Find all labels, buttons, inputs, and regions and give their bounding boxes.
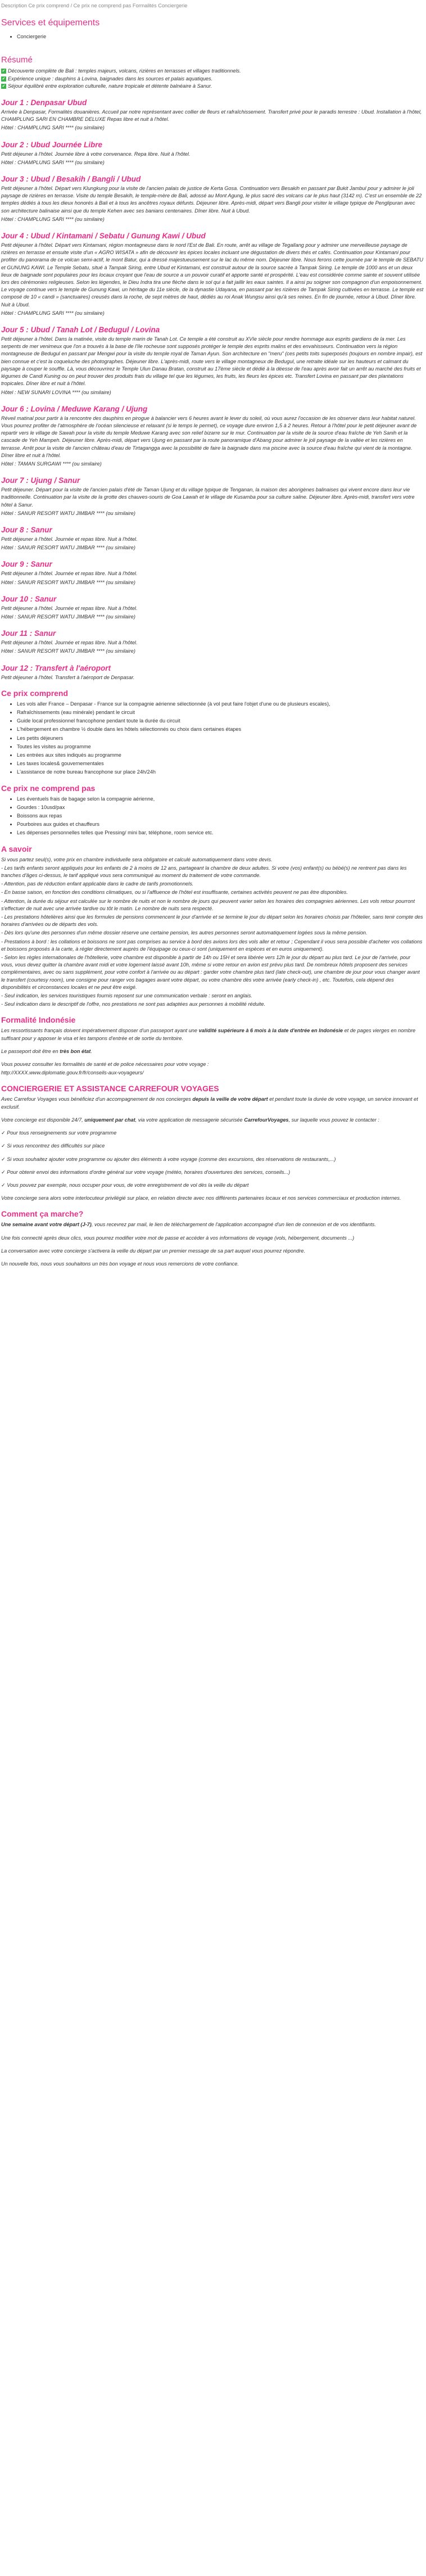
formalite-passport-validity: Les ressortissants français doivent impérativement disposer d'un passeport ayant une validité supérieure à 6 mois à la date d'entrée en Indonésie et de pages vierges en nombre suffisant pour y apposer le visa et les tampons d'entrée et de sortie du territoire.: [1, 1028, 416, 1041]
asavoir-paragraph: - Les prestations hôtelières ainsi que les formules de pensions commencent le jour d'arrivée et se termine le jour du départ selon les horaires choisis par l'hôtelier, sans tenir compte des horaires d'arrivées ou de départs des vols.: [1, 914, 423, 928]
conciergerie-availability: Votre concierge est disponible 24/7, uniquement par chat, via votre application de messagerie sécurisée CarrefourVoyages, sur laquelle vous pouvez le contacter :: [1, 1117, 379, 1123]
excludes-item: • Les dépenses personnelles telles que Pressing/ mini bar, téléphone, room service etc.: [17, 829, 424, 837]
excludes-item: • Les éventuels frais de bagage selon la compagnie aérienne,: [17, 796, 424, 803]
asavoir-paragraph: - Attention, pas de réduction enfant applicable dans le cadre de tarifs promotionnels.: [1, 881, 194, 887]
day-text: Petit déjeuner à l'hôtel. Journée et repas libre. Nuit à l'hôtel.: [1, 571, 138, 577]
day-text: Arrivée à Denpasar, Formalités douanières. Accueil par notre représentant avec collier de fleurs et rafraîchissement. Transfert privé pour le paradis terrestre : Ubud. Installation à l'hôtel, CHAMPLUNG SARI EN CHAMBRE DELUXE Repas libre et nuit à l'hôtel.: [1, 109, 422, 123]
day-text: Réveil matinal pour partir à la rencontre des dauphins en pirogue à balancier vers 6 heures avant le lever du soleil, où vous aurez l'occasion de les observer dans leur habitat naturel. Vous pourrez profiter de l'atmosphère de l'océan silencieuse et relaxant (si le temps le permet), ce voyage dure environ 1,5 à 2 heures. Retour à l'hôtel pour le petit déjeuner avant de repartir vers le village de Sawah pour la visite du temple Meduwe Karang avec son relief bizarre sur le mur. Continuation par la visite de la source d'eau fraîche de Yeh Sanih et la cascade de Yeh Mampeh. Déjeuner libre. Après-midi, départ vers Ujung en passant par la route panoramique d'Abang pour admirer le joli paysage de la vallée et les rizières en terrasse. Arrêt pour la visite de l'ancien château d'eau de Tirtagangga avec la possibilité de faire la baignade dans ma piscine avec la source d'eau fraîche qui vient de la montagne. Dîner libre et nuit à l'hôtel.: [1, 415, 417, 458]
day-text: Petit déjeuner à l'hôtel. Journée et repas libre. Nuit à l'hôtel.: [1, 605, 138, 611]
day-hotel: Hôtel : CHAMPLUNG SARI **** (ou similaire): [1, 125, 105, 131]
includes-list: [1, 701, 424, 776]
asavoir-title: A savoir: [1, 844, 32, 853]
asavoir-section: [1, 844, 424, 1009]
includes-title: Ce prix comprend: [1, 688, 69, 698]
day-hotel: Hôtel : SANUR RESORT WATU JIMBAR **** (ou similaire): [1, 613, 135, 620]
includes-item: • Les taxes locales& gouvernementales: [17, 760, 424, 767]
day-text: Petit déjeuner à l'hôtel. Dans la matinée, visite du temple marin de Tanah Lot. Ce temple a été construit au XVIe siècle pour rendre hommage aux esprits gardiens de la mer. Les serpents de mer venimeux que l'on a trouvés à la base de l'île rocheuse sont supposés protéger le temple des esprits malins et des envahisseurs. Continuation vers la région montagneuse de Bedugul en passant par Mengwi pour la visite du temple royal de Taman Ayun. Son architecture en "meru" (ces petits toits superposés (toujours en nombre impair), est bien connue et c'est la coqueluche des photographes. Déjeuner libre. L'après-midi, route vers le village montagneux de Bedugul, une retraite idéale sur les hauteurs et calmant du paysage à couper le souffle. Là, vous découvrirez le Temple Ulun Danau Bratan, construit au 17ème siècle et dédié à la déesse de l'eau après avoir fait un arrêt au marché des fruits et légumes de Candi Kuning ou on peut trouver des produits frais du village tel que les légumes, les fruits, les fleurs les épices etc. Transfert Lovina en passant par des plantations tropicales. Dîner libre et nuit à l'hôtel.: [1, 336, 423, 387]
comment-step-two: Une fois connecté après deux clics, vous pourrez modifier votre mot de passe et accéder à vos informations de voyage (vols, hébergement, documents ...): [1, 1235, 355, 1241]
day-text: Petit déjeuner à l'hôtel. Transfert à l'aéroport de Denpasar.: [1, 674, 135, 680]
asavoir-paragraph: - Les tarifs enfants seront appliqués pour les enfants de 2 à moins de 12 ans, partageant la chambre de deux adultes. Si votre (vos) enfant(s) ou bébé(s) ne rentrent pas dans les tranches d'âges ci-dessus, le tarif appliqué vous sera communiqué au moment du traitement de votre commande.: [1, 865, 407, 879]
asavoir-paragraph: - Dès lors qu'une des personnes d'un même dossier réserve une certaine pension, les autres personnes seront automatiquement logées sous la même pension.: [1, 930, 368, 936]
excludes-item: • Boissons aux repas: [17, 812, 424, 820]
comment-section: [1, 1209, 424, 1268]
day-title: Jour 7 : Ujung / Sanur: [1, 476, 80, 485]
includes-item: • L'assistance de notre bureau francophone sur place 24h/24h: [17, 769, 424, 776]
asavoir-paragraph: - Prestations à bord : les collations et boissons ne sont pas comprises au service à bord des avions lors des vols aller et retour ; Cependant il vous sera possible d'acheter vos collations et boissons proposés à la carte, à régler directement auprès de l'équipage ou ceux-ci sont (uniquement en espèces et en euros uniquement).: [1, 938, 423, 952]
includes-item: • Guide local professionnel francophone pendant toute la durée du circuit: [17, 717, 424, 725]
day-hotel: Hôtel : NEW SUNARI LOVINA **** (ou similaire): [1, 389, 111, 395]
includes-item: • Toutes les visites au programme: [17, 743, 424, 751]
services-section: [1, 17, 424, 40]
day-title: Jour 3 : Ubud / Besakih / Bangli / Ubud: [1, 175, 141, 184]
day-block: [1, 525, 424, 552]
resume-section: [1, 55, 424, 90]
day-text: Petit déjeuner à l'hôtel. Journée et repas libre. Nuit à l'hôtel.: [1, 536, 138, 542]
services-item: • Conciergerie: [17, 33, 424, 40]
includes-item: • Les vols aller France – Denpasar - France sur la compagnie aérienne sélectionnée (à vol peut faire l'objet d'une ou de plusieurs escales),: [17, 701, 424, 708]
check-icon: ✔: [2, 76, 6, 81]
day-hotel: Hôtel : CHAMPLUNG SARI **** (ou similaire): [1, 216, 105, 222]
includes-item: • L'hébergement en chambre ½ double dans les hôtels sélectionnés ou choix dans certaines étapes: [17, 726, 424, 733]
includes-section: [1, 688, 424, 776]
services-list: [1, 33, 424, 40]
day-block: [1, 98, 424, 132]
day-block: [1, 174, 424, 223]
conciergerie-check-item: ✓ Si vous souhaitez ajouter votre programme ou ajouter des éléments à votre voyage (comme des excursions, des réservations de restaurants,...): [1, 1156, 336, 1162]
formalite-passport-state: Le passeport doit être en très bon état.: [1, 1048, 92, 1054]
day-block: [1, 231, 424, 317]
check-icon: ✔: [2, 84, 6, 88]
formalite-consult: Vous pouvez consulter les formalités de santé et de police nécessaires pour votre voyage :: [1, 1061, 209, 1068]
day-block: [1, 140, 424, 166]
day-hotel: Hôtel : SANUR RESORT WATU JIMBAR **** (ou similaire): [1, 648, 135, 654]
resume-item: ✔ Séjour équilibré entre exploration culturelle, nature tropicale et détente balnéaire à Sanur.: [2, 83, 212, 89]
excludes-list: [1, 796, 424, 837]
formalite-title: Formalité Indonésie: [1, 1015, 76, 1025]
day-title: Jour 11 : Sanur: [1, 629, 56, 638]
day-block: [1, 559, 424, 586]
day-title: Jour 9 : Sanur: [1, 560, 52, 569]
day-block: [1, 629, 424, 655]
formalite-link[interactable]: http://XXXX.www.diplomatie.gouv.fr/fr/conseils-aux-voyageurs/: [1, 1070, 144, 1076]
conciergerie-check-item: ✓ Pour obtenir envoi des informations d'ordre général sur votre voyage (météo, horaires d'ouvertures des services, conseils...): [1, 1169, 291, 1175]
conciergerie-intro: Avec Carrefour Voyages vous bénéficiez d'un accompagnement de nos concierges depuis la veille de votre départ et pendant toute la durée de votre voyage, un service innovant et exclusif.: [1, 1096, 418, 1110]
day-title: Jour 4 : Ubud / Kintamani / Sebatu / Gunung Kawi / Ubud: [1, 232, 206, 241]
resume-title: Résumé: [1, 55, 33, 65]
description-line: Description Ce prix comprend / Ce prix ne comprend pas Formalités Conciergerie: [1, 3, 188, 8]
day-title: Jour 1 : Denpasar Ubud: [1, 98, 87, 107]
day-text: Petit déjeuner à l'hôtel. Journée et repas libre. Nuit à l'hôtel.: [1, 640, 138, 646]
day-block: [1, 663, 424, 681]
itinerary-section: [1, 98, 424, 681]
excludes-title: Ce prix ne comprend pas: [1, 783, 96, 793]
conciergerie-section: [1, 1083, 424, 1202]
day-text: Petit déjeuner. Départ pour la visite de l'ancien palais d'été de Taman Ujung et du village typique de Tenganan, la maison des aborigènes balinaises qui vivent encore dans leur vie traditionnelle. Continuation par la visite de la grotte des chauves-souris de Goa Lawah et le village de Kusamba pour sa culture saline. Déjeuner libre. Après-midi, transfert vers votre hôtel à Sanur.: [1, 487, 415, 508]
day-text: Petit déjeuner à l'hôtel. Départ vers Kintamani, région montagneuse dans le nord l'Est de Bali. En route, arrêt au village de Tegallang pour y admirer une merveilleuse paysage de rizières en terrasse et ensuite visite d'un « AGRO WISATA » afin de découvrir les épices locales incluant une dégustation de divers thés et cafés. Continuation pour Kintamani pour profiter du panorama de ce volcan semi-actif, le mont Batur, qui a dressé majestueusement sur le lac du même nom. Déjeuner libre. Nous ferons cette journée par le temple de SEBATU et GUNUNG KAWI. Le Temple Sebatu, situé à Tampak Siring, entre Ubud et Kintamani, est construit autour de la source sacrée à Tampak Siring. Le temple de 1000 ans et un deux lieux de baignade sont populaires pour les locaux croyant que l'eau de source a un pouvoir curatif et apporte santé et prospérité. L'eau est considérée comme sainte et souvent utilisée lors des cérémonies religieuses. Selon les légendes, le Dieu Indra tira une flèche dans le sol qui a fait jaillir les eaux saintes. Il a ainsi pu soigner son compagnon d'un empoisonnement. Le voyage continue vers le temple de Gunung Kawi, un héritage du 11e siècle, de la dynastie Udayana, en passant par les rizières de Tampak Siring cultivées en terrasse. Le temple est composé de 10 « candi » (sanctuaires) creusés dans la roche, de sept mètres de haut, dédiés au roi Anak Wungsu ainsi qu'à ses reines. En fin de journée, retour à Ubud. Dîner libre. Nuit à Ubud.: [1, 242, 424, 308]
conciergerie-title: CONCIERGERIE ET ASSISTANCE CARREFOUR VOYAGES: [1, 1084, 219, 1093]
asavoir-paragraph: - Seul indication, les services touristiques fournis reposent sur une communication verbale : seront en anglais.: [1, 993, 252, 999]
day-title: Jour 8 : Sanur: [1, 525, 52, 534]
excludes-section: [1, 783, 424, 837]
day-title: Jour 5 : Ubud / Tanah Lot / Bedugul / Lovina: [1, 326, 160, 335]
day-hotel: Hôtel : SANUR RESORT WATU JIMBAR **** (ou similaire): [1, 579, 135, 585]
day-hotel: Hôtel : SANUR RESORT WATU JIMBAR **** (ou similaire): [1, 510, 135, 516]
includes-item: • Rafraîchissements (eau minérale) pendant le circuit: [17, 709, 424, 716]
day-block: [1, 325, 424, 396]
day-block: [1, 404, 424, 468]
day-block: [1, 476, 424, 517]
day-text: Petit déjeuner à l'hôtel. Départ vers Klungkung pour la visite de l'ancien palais de justice de Kerta Gosa. Continuation vers Besakih en passant par Bukit Jambul pour y admirer le joli paysage de rizières en terrasse. Visite du temple Besakih, le temple-mère de Bali, adossé au Mont Agung, le plus sacré des volcans car le plus haut (3142 m). C'est un ensemble de 22 temples dédiés à tous les dieux honorés à Bali et à tous les ancêtres royaux défunts. Déjeuner libre. Après-midi, départ vers Bangli pour visiter le village typique de Penglipuran avec son architecture balinaise ainsi que du temple Kehen avec ses banians centenaires. Dîner libre. Nuit à Ubud.: [1, 186, 422, 214]
resume-item: ✔ Découverte complète de Bali : temples majeurs, volcans, rizières en terrasses et villages traditionnels.: [2, 68, 241, 74]
includes-item: • Les entrées aux sites indiqués au programme: [17, 752, 424, 759]
comment-title: Comment ça marche?: [1, 1209, 84, 1219]
comment-step-one: Une semaine avant votre départ (J-7), vous recevrez par mail, le lien de téléchargement de l'application accompagné d'un lien de connexion et de vos identifiants.: [1, 1222, 376, 1228]
resume-item: ✔ Expérience unique : dauphins à Lovina, baignades dans les sources et palais aquatiques.: [2, 75, 213, 82]
day-title: Jour 12 : Transfert à l'aéroport: [1, 663, 111, 672]
day-hotel: Hôtel : SANUR RESORT WATU JIMBAR **** (ou similaire): [1, 545, 135, 551]
day-text: Petit déjeuner à l'hôtel. Journée libre à votre convenance. Repa libre. Nuit à l'hôtel.: [1, 151, 191, 157]
day-title: Jour 2 : Ubud Journée Libre: [1, 140, 103, 149]
comment-thanks: Un nouvelle fois, nous vous souhaitons un très bon voyage et nous vous remercions de votre confiance.: [1, 1260, 239, 1267]
services-title: Services et équipements: [1, 18, 100, 28]
comment-step-three: La conversation avec votre concierge s'activera la veille du départ par un premier message de sa part auquel vous pourrez répondre.: [1, 1248, 306, 1254]
asavoir-paragraph: - En basse saison, en fonction des conditions climatiques, ou si l'affluence de l'hôtel est insuffisante, certaines activités peuvent ne pas être disponibles.: [1, 889, 348, 896]
day-hotel: Hôtel : CHAMPLUNG SARI **** (ou similaire): [1, 310, 105, 316]
day-block: [1, 594, 424, 621]
asavoir-paragraph: - Selon les règles internationales de l'hôtellerie, votre chambre est disponible à partir de 14h ou 15H et sera libérée vers 12h le jour du départ au plus tard. Le jour de l'arrivée, pour vous, vous devez quitter la chambre avant midi et votre logement laissé avant 10h, même si votre retour en avion est prévu plus tard. De nombreux hôtels proposent des services complémentaires, avec ou sans supplément, pour votre confort à l'arrivée ou au départ : garder votre chambre plus tard (late check-out), une chambre de jour pour vous changer avant le transfert (courtesy room), une consigne pour ranger vos bagages avant votre départ, ou votre chambre dès votre arrivée (early check-in) , etc. Toutefois, cela dépend des disponibilités et circonstances locales et ne peut être exigé.: [1, 955, 420, 990]
includes-item: • Les petits déjeuners: [17, 735, 424, 742]
day-title: Jour 6 : Lovina / Meduwe Karang / Ujung: [1, 404, 148, 413]
conciergerie-check-item: ✓ Pour tous renseignements sur votre programme: [1, 1130, 117, 1136]
asavoir-paragraph: - Seul indication dans le descriptif de l'offre, nos prestations ne sont pas adaptées aux personnes à mobilité réduite.: [1, 1001, 266, 1007]
asavoir-paragraph: - Attention, la durée du séjour est calculée sur le nombre de nuits et non le nombre de jours qui peuvent varier selon les horaires des compagnies aériennes. Les vols retour pourront s'effectuer de nuit avec une arrivée tardive ou tôt le matin. Le nombre de nuits sera respecté.: [1, 898, 415, 911]
conciergerie-check-item: ✓ Vous pouvez par exemple, nous occuper pour vous, de votre enregistrement de vol dès la veille du départ: [1, 1182, 249, 1188]
check-icon: ✔: [2, 69, 6, 74]
day-hotel: Hôtel : CHAMPLUNG SARI **** (ou similaire): [1, 159, 105, 165]
conciergerie-outro: Votre concierge sera alors votre interlocuteur privilégié sur place, en relation directe avec nos différents partenaires locaux et nos services commerciaux et production internes.: [1, 1195, 401, 1201]
conciergerie-check-item: ✓ Si vous rencontrez des difficultés sur place: [1, 1143, 105, 1149]
excludes-item: • Gourdes : 10usd/pax: [17, 804, 424, 811]
formalite-section: [1, 1015, 424, 1077]
day-title: Jour 10 : Sanur: [1, 594, 57, 603]
day-hotel: Hôtel : TAMAN SURGAWI **** (ou similaire): [1, 460, 102, 467]
asavoir-paragraph: Si vous partez seul(s), votre prix en chambre individuelle sera obligatoire et calculé automatiquement dans votre devis.: [1, 856, 273, 862]
excludes-item: • Pourboires aux guides et chauffeurs: [17, 821, 424, 828]
page: [0, 0, 424, 1268]
